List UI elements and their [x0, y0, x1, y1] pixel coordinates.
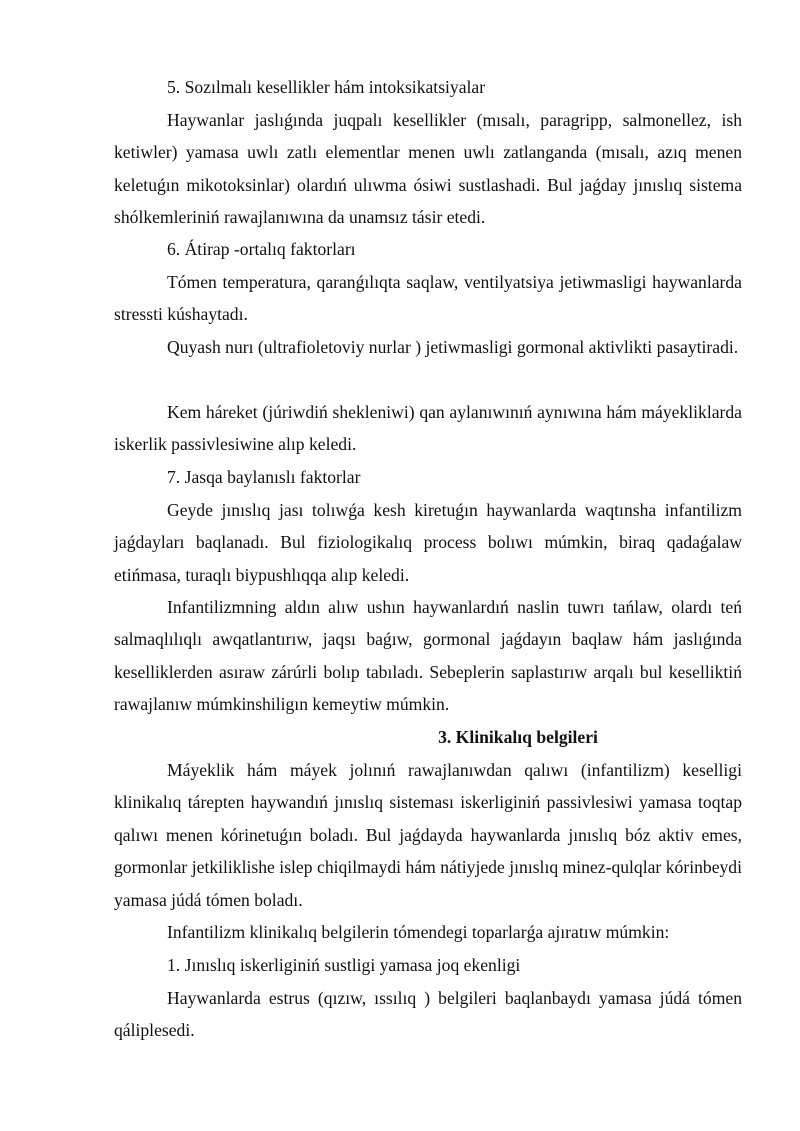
paragraph-estrus: Haywanlarda estrus (qızıw, ıssılıq ) belgileri baqlanbaydı yamasa júdá tómen qáliplesedi.: [114, 988, 742, 1041]
section-heading-6: 6. Átirap -ortalıq faktorları: [167, 239, 356, 259]
paragraph-signs-groups: Infantilizm klinikalıq belgilerin tómendegi toparlarǵa ajıratıw múmkin:: [167, 922, 670, 942]
paragraph-age-factors: Geyde jınıslıq jası tolıwǵa kesh kiretuǵın haywanlarda waqtınsha infantilizm jaǵdayları baqlanadı. Bul fiziologikalıq process bolıwı múmkin, biraq qadaǵalaw etińmasa, turaqlı biypushlıqqa alıp keledi.: [114, 500, 742, 585]
section-heading-5: 5. Sozılmalı kesellikler hám intoksikatsiyalar: [167, 77, 486, 97]
paragraph-clinical-description: Máyeklik hám máyek jolınıń rawajlanıwdan qalıwı (infantilizm) keselligi klinikalıq tárepten haywandıń jınıslıq sisteması iskerliginiń passivlesiwi yamasa toqtap qalıwı menen kórinetuǵın boladı. Bul jaǵdayda haywanlarda jınıslıq bóz aktiv emes, gormonlar jetkiliklishe islep chiqilmaydi hám nátiyjede jınıslıq minez-qulqlar kórinbeydi yamasa júdá tómen boladı.: [114, 760, 742, 910]
paragraph-sunlight: Quyash nurı (ultrafioletoviy nurlar ) jetiwmasligi gormonal aktivlikti pasaytiradi.: [167, 337, 739, 357]
section-heading-7: 7. Jasqa baylanıslı faktorlar: [167, 467, 361, 487]
paragraph-temperature: Tómen temperatura, qaranǵılıqta saqlaw, ventilyatsiya jetiwmasligi haywanlarda stressti kúshaytadı.: [114, 272, 742, 325]
paragraph-infectious-diseases: Haywanlar jaslıǵında juqpalı kesellikler (mısalı, paragripp, salmonellez, ish ketiwler) yamasa uwlı zatlı elementlar menen uwlı zatlanganda (mısalı, azıq menen keletuǵın mikotoksinlar) olardıń ulıwma ósiwi sustlashadi. Bul jaǵday jınıslıq sistema shólkemleriniń rawajlanıwına da unamsız tásir etedi.: [114, 110, 742, 228]
paragraph-movement: Kem háreket (júriwdiń shekleniwi) qan aylanıwınıń aynıwına hám máyekliklarda iskerlik passivlesiwine alıp keledi.: [114, 402, 742, 455]
paragraph-prevention: Infantilizmning aldın alıw ushın haywanlardıń naslin tuwrı tańlaw, olardı teń salmaqlılıqlı awqatlantırıw, jaqsı baǵıw, gormonal jaǵdayın baqlaw hám jaslıǵında keselliklerden asıraw zárúrli bolıp tabıladı. Sebeplerin saplastırıw arqalı bul keselliktiń rawajlanıw múmkinshiligın kemeytiw múmkin.: [114, 597, 742, 715]
list-item-1-heading: 1. Jınıslıq iskerliginiń sustligi yamasa joq ekenligi: [167, 955, 521, 975]
chapter-heading-clinical-signs: 3. Klinikalıq belgileri: [438, 727, 598, 747]
